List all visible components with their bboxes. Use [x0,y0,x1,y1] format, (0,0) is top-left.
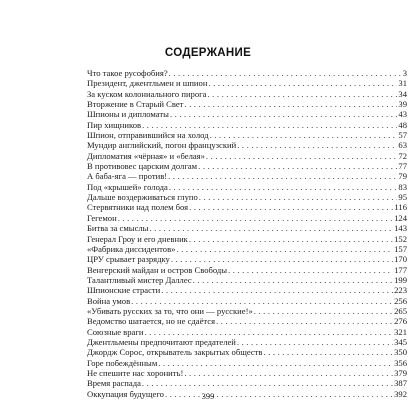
toc-entry [87,89,407,99]
toc-entry-title: Оккупация будущего [87,388,164,399]
toc-entry-page: 3 [402,68,407,78]
toc-entry [87,306,407,316]
toc-entry [87,130,407,140]
toc-entry [87,99,407,109]
toc-entry-title: Венгерский майдан и остров Свободы [87,264,228,275]
toc-entry-page: 143 [394,223,407,234]
toc-entry-page: 256 [394,295,407,306]
toc-entry [87,285,407,295]
toc-entry [87,337,407,347]
dot-leader [184,99,397,109]
toc-entry-title: В противовес царским долгам [87,161,198,172]
toc-entry-title: За куском колониального пирога [87,88,207,99]
toc-entry-title: А баба-яга — против! [87,171,168,182]
toc-entry-title: Джентльмены предпочитают предателей [87,336,236,347]
toc-entry [87,120,407,130]
toc-entry [87,254,407,264]
toc-entry-title: «Фабрика диссидентов» [87,243,176,254]
toc-entry [87,316,407,326]
toc-entry-title: Война умов [87,295,131,306]
toc-entry-title: Шпионы и дипломаты [87,109,169,120]
dot-leader [161,285,393,295]
toc-list [87,68,407,399]
dot-leader [171,254,393,264]
page-number: 399 [201,391,215,401]
dot-leader [142,378,393,388]
toc-entry-page: 57 [398,130,407,141]
dot-leader [189,202,393,212]
toc-entry-page: 157 [394,243,407,254]
toc-entry [87,296,407,306]
toc-entry-page: 95 [398,192,407,203]
toc-entry [87,347,407,357]
dot-leader [168,171,397,181]
dot-leader [149,223,393,233]
toc-entry-title: Не спешите нас хоронить! [87,367,184,378]
toc-entry-page: 48 [398,119,407,130]
dot-leader [199,192,398,202]
dot-leader [216,316,393,326]
toc-entry-title: Мундир английский, погон французский [87,140,237,151]
toc-entry-title: Дальше воздерживаться глупо [87,192,198,203]
toc-entry-page: 63 [398,140,407,151]
toc-entry-page: 124 [394,212,407,223]
toc-entry-title: Стервятники над полем боя [87,202,189,213]
toc-entry-title: Время распада [87,378,141,389]
toc-entry-title: Шпион, отправившийся на холод [87,130,209,141]
toc-entry [87,265,407,275]
dot-leader [206,151,397,161]
toc-entry-page: 177 [394,264,407,275]
toc-entry [87,234,407,244]
toc-entry-title: Ведомство шатается, но не сдаётся [87,316,216,327]
toc-entry-page: 356 [394,357,407,368]
toc-entry [87,192,407,202]
toc-entry-page: 34 [398,88,407,99]
toc-entry-page: 223 [394,285,407,296]
toc-entry-page: 276 [394,316,407,327]
toc-entry-title: Президент, джентльмен и шпион [87,78,208,89]
dot-leader [208,78,397,88]
toc-entry-title: Под «крышей» голода [87,181,168,192]
toc-entry-page: 31 [398,78,407,89]
toc-entry-title: Союзные враги [87,326,144,337]
toc-entry-page: 79 [398,171,407,182]
dot-leader [131,296,393,306]
dot-leader [118,213,393,223]
toc-entry-title: Гегемон [87,212,117,223]
toc-entry [87,109,407,119]
toc-entry-page: 116 [394,202,407,213]
dot-leader [237,337,393,347]
dot-leader [254,306,393,316]
toc-entry-title: Горе побеждённым [87,357,158,368]
toc-entry [87,378,407,388]
toc-entry [87,213,407,223]
dot-leader [207,89,397,99]
dot-leader [142,120,397,130]
toc-entry-title: Шпионские страсти [87,285,161,296]
dot-leader [169,68,402,78]
toc-entry-page: 83 [398,181,407,192]
toc-entry [87,327,407,337]
toc-entry-page: 350 [394,347,407,358]
toc-entry-title: Битва за смыслы [87,223,149,234]
toc-entry [87,275,407,285]
dot-leader [193,275,393,285]
toc-heading: СОДЕРЖАНИЕ [164,47,252,59]
toc-entry [87,244,407,254]
dot-leader [158,358,393,368]
toc-entry-page: 265 [394,305,407,316]
toc-entry [87,358,407,368]
toc-entry-page: 43 [398,109,407,120]
dot-leader [184,368,393,378]
toc-entry-title: ЦРУ срывает разрядку [87,254,170,265]
toc-entry [87,223,407,233]
toc-entry [87,368,407,378]
toc-entry-page: 77 [398,161,407,172]
toc-entry-title: Генерал Гроу и его дневник [87,233,188,244]
toc-entry-title: Талантливый мистер Даллес [87,274,192,285]
toc-entry-page: 387 [394,378,407,389]
dot-leader [198,161,397,171]
toc-entry-page: 199 [394,274,407,285]
toc-entry [87,78,407,88]
toc-entry-title: «Убивать русских за то, что они — русские!» [87,305,253,316]
dot-leader [176,244,393,254]
toc-entry [87,171,407,181]
dot-leader [144,327,393,337]
toc-entry [87,202,407,212]
dot-leader [210,130,398,140]
toc-entry-page: 379 [394,367,407,378]
toc-entry-page: 321 [394,326,407,337]
toc-entry-page: 170 [394,254,407,265]
toc-entry-title: Дипломатия «чёрная» и «белая» [87,150,205,161]
toc-entry [87,68,407,78]
dot-leader [228,265,393,275]
toc-entry [87,182,407,192]
toc-entry-title: Вторжение в Старый Свет [87,99,184,110]
toc-entry-title: Что такое русофобия? [87,68,168,78]
dot-leader [237,140,397,150]
toc-entry-page: 152 [394,233,407,244]
toc-entry-page: 39 [398,99,407,110]
toc-entry [87,161,407,171]
toc-entry [87,140,407,150]
dot-leader [264,347,394,357]
dot-leader [169,182,398,192]
toc-entry-page: 72 [398,150,407,161]
dot-leader [170,109,397,119]
toc-entry-page: 345 [394,336,407,347]
toc-entry-title: Джордж Сорос, открыватель закрытых обществ [87,347,263,358]
toc-entry-title: Пир хищников [87,119,142,130]
toc-entry [87,151,407,161]
toc-entry-page: 392 [394,388,407,399]
dot-leader [189,234,393,244]
